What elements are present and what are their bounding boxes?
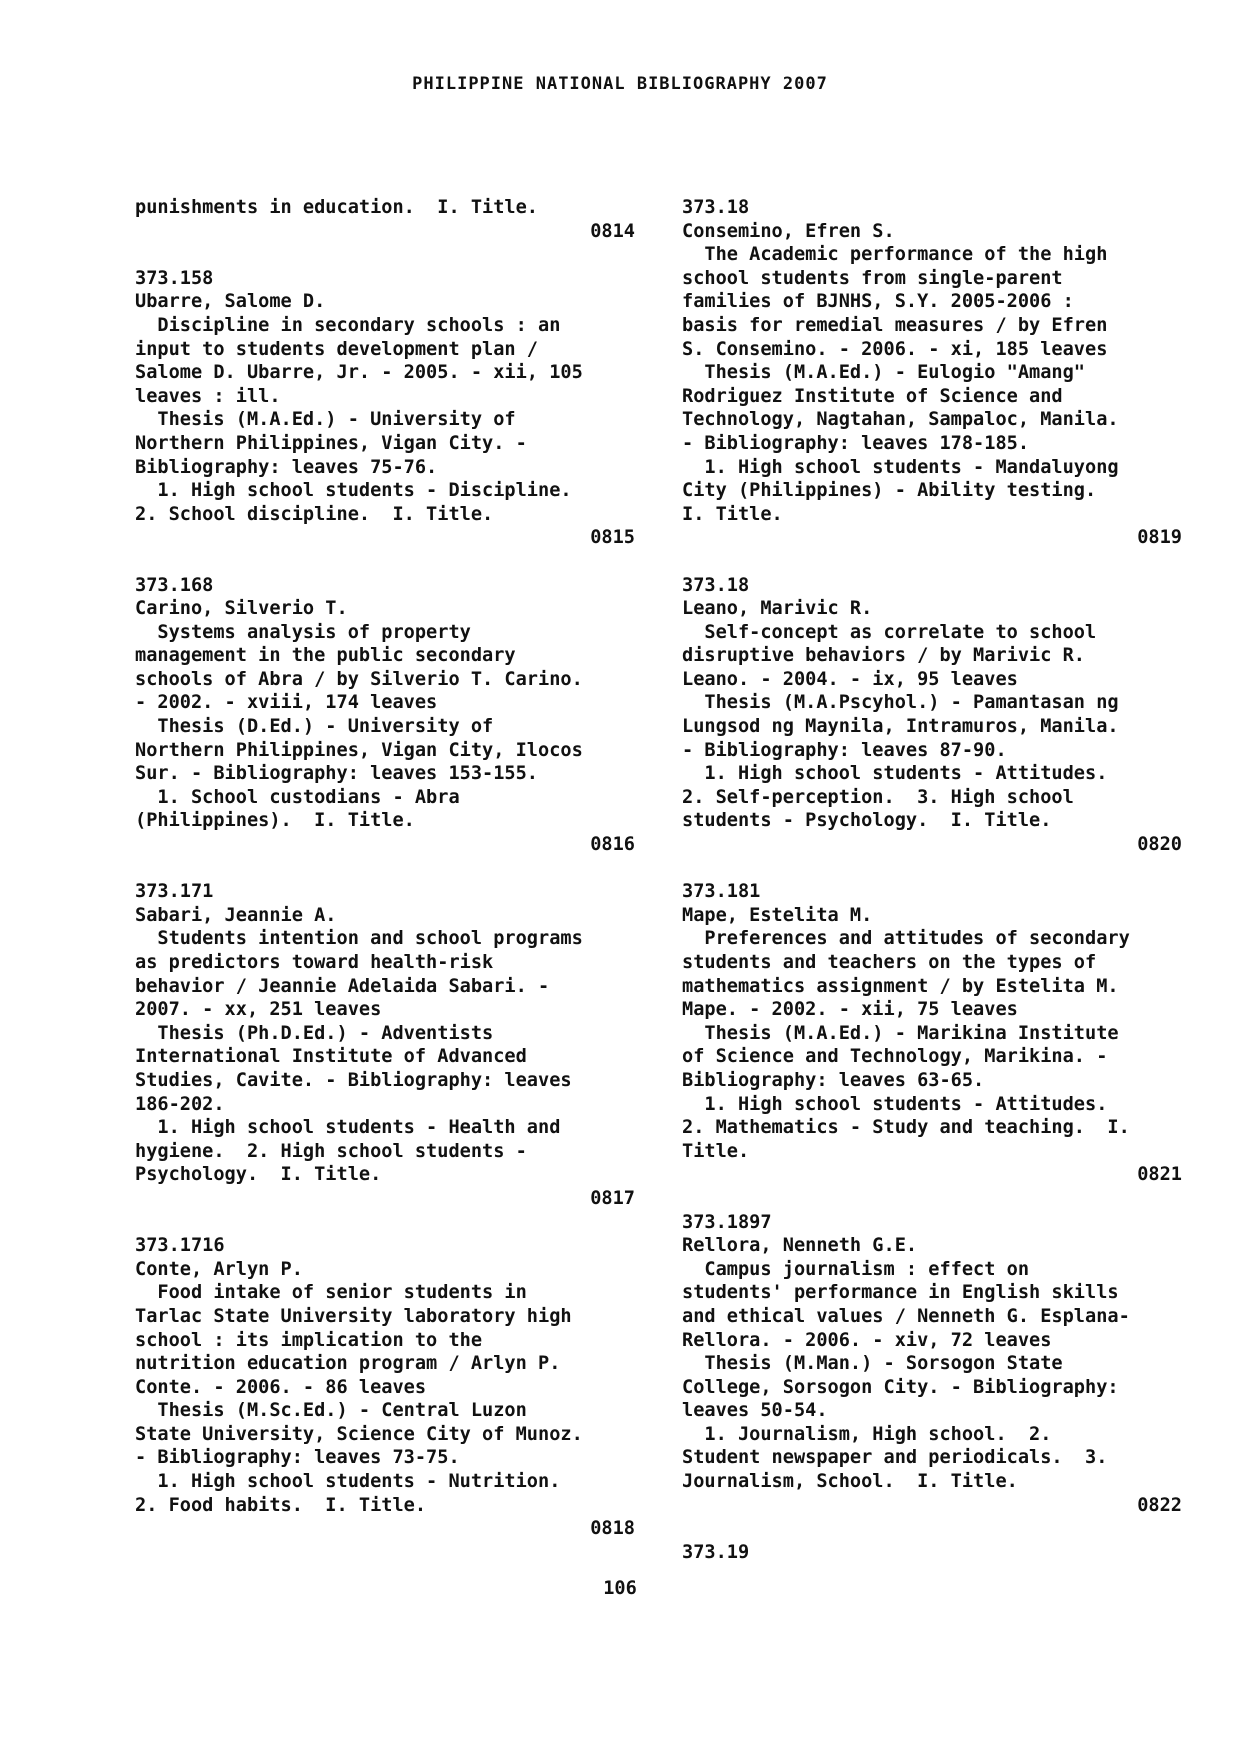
entry-text-line: Consemino, Efren S. [682, 220, 895, 242]
entry-text-line: punishments in education. I. Title. [135, 197, 538, 218]
entry-text-line: 2. School discipline. I. Title. [135, 503, 494, 525]
entry-text-line: Bibliography: leaves 63-65. [682, 1069, 985, 1091]
entry-text-line: Thesis (M.A.Pscyhol.) - Pamantasan ng [682, 692, 1119, 714]
entry-spacer [135, 1211, 635, 1235]
entry-text-line: leaves : ill. [135, 385, 281, 407]
entry-number: 0814 [590, 220, 635, 242]
entry-text-line: Mape. - 2002. - xii, 75 leaves [682, 999, 1018, 1021]
entry-text-line: Discipline in secondary schools : an [135, 314, 561, 336]
entry-text-line: 2. Mathematics - Study and teaching. I. [682, 1117, 1130, 1139]
entry-number: 0816 [590, 834, 635, 856]
entry-text-line: Leano, Marivic R. [682, 598, 873, 620]
entry-text-line: 1. High school students - Nutrition. [135, 1471, 561, 1493]
entry-text-line: College, Sorsogon City. - Bibliography: [682, 1376, 1119, 1398]
entry-text-line: Thesis (M.Man.) - Sorsogon State [682, 1353, 1063, 1375]
entry-text-line: 373.1897 [682, 1211, 772, 1233]
entry-spacer [135, 550, 635, 574]
entry-number: 0818 [590, 1518, 635, 1540]
entry-text-line: students and teachers on the types of [682, 952, 1097, 973]
entry-text-line: Campus journalism : effect on [682, 1258, 1030, 1280]
right-column [682, 196, 1182, 1564]
entry-text-line: school students from single-parent [682, 267, 1063, 289]
entry-spacer [135, 857, 635, 881]
entry-text-line: 2007. - xx, 251 leaves [135, 999, 382, 1021]
entry-text-line: Conte. - 2006. - 86 leaves [135, 1376, 427, 1398]
entry-text-line: 373.171 [135, 881, 214, 903]
entry-text-line: families of BJNHS, S.Y. 2005-2006 : [682, 291, 1074, 313]
entry-text-line: Thesis (M.Sc.Ed.) - Central Luzon [135, 1400, 527, 1422]
entry-text-line: - Bibliography: leaves 87-90. [682, 739, 1007, 761]
entry-text-line: Food intake of senior students in [135, 1282, 527, 1304]
entry-text-line: Studies, Cavite. - Bibliography: leaves [135, 1069, 572, 1091]
entry-text-line: Technology, Nagtahan, Sampaloc, Manila. [682, 409, 1119, 431]
entry-text-line: of Science and Technology, Marikina. - [682, 1046, 1108, 1068]
entry-text-line: Carino, Silverio T. [135, 598, 348, 620]
entry-text-line: Salome D. Ubarre, Jr. - 2005. - xii, 105 [135, 362, 583, 384]
entry-spacer [682, 1187, 1182, 1211]
entry-text-line: Thesis (M.A.Ed.) - Eulogio "Amang" [682, 362, 1085, 384]
entry-text-line: leaves 50-54. [682, 1400, 828, 1422]
entry-text-line: Thesis (D.Ed.) - University of [135, 716, 494, 738]
entry-text-line: mathematics assignment / by Estelita M. [682, 975, 1119, 997]
entry-text-line: Thesis (M.A.Ed.) - Marikina Institute [682, 1022, 1119, 1044]
entry-text-line: 373.18 [682, 574, 750, 596]
entry-text-line: Leano. - 2004. - ix, 95 leaves [682, 668, 1018, 690]
entry-text-line: 373.158 [135, 267, 214, 289]
entry-text-line: Psychology. I. Title. [135, 1164, 382, 1186]
entry-number: 0822 [1137, 1494, 1182, 1516]
entry-text-line: 1. High school students - Attitudes. [682, 763, 1108, 785]
entry-text-line: basis for remedial measures / by Efren [682, 314, 1108, 336]
entry-number: 0820 [1137, 834, 1182, 856]
entry-text-line: school : its implication to the [135, 1329, 483, 1351]
entry-text-line: 1. High school students - Mandaluyong [682, 456, 1119, 478]
entry-text-line: Tarlac State University laboratory high [135, 1305, 572, 1327]
entry-text-line: International Institute of Advanced [135, 1046, 527, 1068]
entry-text-line: schools of Abra / by Silverio T. Carino. [135, 668, 583, 690]
entry-text-line: City (Philippines) - Ability testing. [682, 480, 1097, 502]
entry-text-line: Lungsod ng Maynila, Intramuros, Manila. [682, 716, 1119, 738]
entry-text-line: disruptive behaviors / by Marivic R. [682, 645, 1085, 667]
entry-spacer [682, 1517, 1182, 1541]
entry-text-line: - 2002. - xviii, 174 leaves [135, 692, 438, 714]
entry-spacer [135, 243, 635, 267]
entry-text-line: Mape, Estelita M. [682, 904, 873, 926]
entry-text-line: 373.168 [135, 574, 214, 596]
entry-text-line: students' performance in English skills [682, 1282, 1119, 1304]
entry-text-line: students - Psychology. I. Title. [682, 810, 1052, 832]
entry-text-line: Rellora, Nenneth G.E. [682, 1235, 918, 1257]
entry-text-line: Thesis (Ph.D.Ed.) - Adventists [135, 1022, 494, 1044]
entry-text-line: 2. Self-perception. 3. High school [682, 786, 1074, 808]
entry-text-line: Thesis (M.A.Ed.) - University of [135, 409, 516, 431]
entry-text-line: Rodriguez Institute of Science and [682, 385, 1063, 407]
entry-text-line: Rellora. - 2006. - xiv, 72 leaves [682, 1329, 1052, 1351]
entry-number: 0821 [1137, 1164, 1182, 1186]
entry-text-line: 373.19 [682, 1541, 750, 1563]
entry-text-line: Title. [682, 1140, 750, 1162]
page-number: 106 [603, 1578, 637, 1599]
entry-text-line: - Bibliography: leaves 178-185. [682, 432, 1030, 454]
entry-text-line: Ubarre, Salome D. [135, 291, 326, 313]
entry-text-line: 373.1716 [135, 1235, 225, 1257]
entry-text-line: - Bibliography: leaves 73-75. [135, 1447, 460, 1469]
entry-text-line: management in the public secondary [135, 645, 516, 667]
entry-text-line: Northern Philippines, Vigan City, Ilocos [135, 739, 583, 761]
entry-text-line: State University, Science City of Munoz. [135, 1423, 583, 1445]
left-column [135, 196, 635, 1541]
entry-text-line: Sabari, Jeannie A. [135, 904, 337, 926]
entry-text-line: 186-202. [135, 1093, 225, 1115]
entry-text-line: 373.18 [682, 197, 750, 218]
entry-text-line: 373.181 [682, 881, 761, 903]
entry-spacer [682, 857, 1182, 881]
entry-text-line: 2. Food habits. I. Title. [135, 1494, 427, 1516]
entry-text-line: Students intention and school programs [135, 928, 583, 950]
entry-text-line: 1. School custodians - Abra [135, 786, 460, 808]
entry-text-line: Systems analysis of property [135, 621, 471, 643]
entry-text-line: 1. High school students - Health and [135, 1117, 561, 1139]
entry-text-line: Self-concept as correlate to school [682, 621, 1097, 643]
entry-text-line: S. Consemino. - 2006. - xi, 185 leaves [682, 338, 1108, 360]
entry-number: 0817 [590, 1187, 635, 1209]
running-header: PHILIPPINE NATIONAL BIBLIOGRAPHY 2007 [412, 74, 828, 94]
entry-text-line: 1. High school students - Attitudes. [682, 1093, 1108, 1115]
entry-number: 0819 [1137, 527, 1182, 549]
entry-spacer [682, 550, 1182, 574]
entry-text-line: nutrition education program / Arlyn P. [135, 1353, 561, 1375]
entry-text-line: Sur. - Bibliography: leaves 153-155. [135, 763, 538, 785]
entry-text-line: Journalism, School. I. Title. [682, 1471, 1018, 1493]
entry-text-line: Bibliography: leaves 75-76. [135, 456, 438, 478]
entry-text-line: 1. High school students - Discipline. [135, 480, 572, 502]
entry-text-line: input to students development plan / [135, 338, 538, 360]
entry-text-line: behavior / Jeannie Adelaida Sabari. - [135, 975, 550, 997]
entry-text-line: as predictors toward health-risk [135, 952, 494, 973]
entry-text-line: (Philippines). I. Title. [135, 810, 415, 832]
entry-text-line: Northern Philippines, Vigan City. - [135, 432, 527, 454]
entry-text-line: hygiene. 2. High school students - [135, 1140, 527, 1162]
entry-text-line: and ethical values / Nenneth G. Esplana- [682, 1305, 1130, 1327]
entry-text-line: 1. Journalism, High school. 2. [682, 1423, 1052, 1445]
entry-text-line: Conte, Arlyn P. [135, 1258, 303, 1280]
entry-number: 0815 [590, 527, 635, 549]
entry-text-line: Preferences and attitudes of secondary [682, 928, 1130, 950]
entry-text-line: I. Title. [682, 503, 783, 525]
entry-text-line: Student newspaper and periodicals. 3. [682, 1447, 1108, 1469]
entry-text-line: The Academic performance of the high [682, 244, 1108, 266]
